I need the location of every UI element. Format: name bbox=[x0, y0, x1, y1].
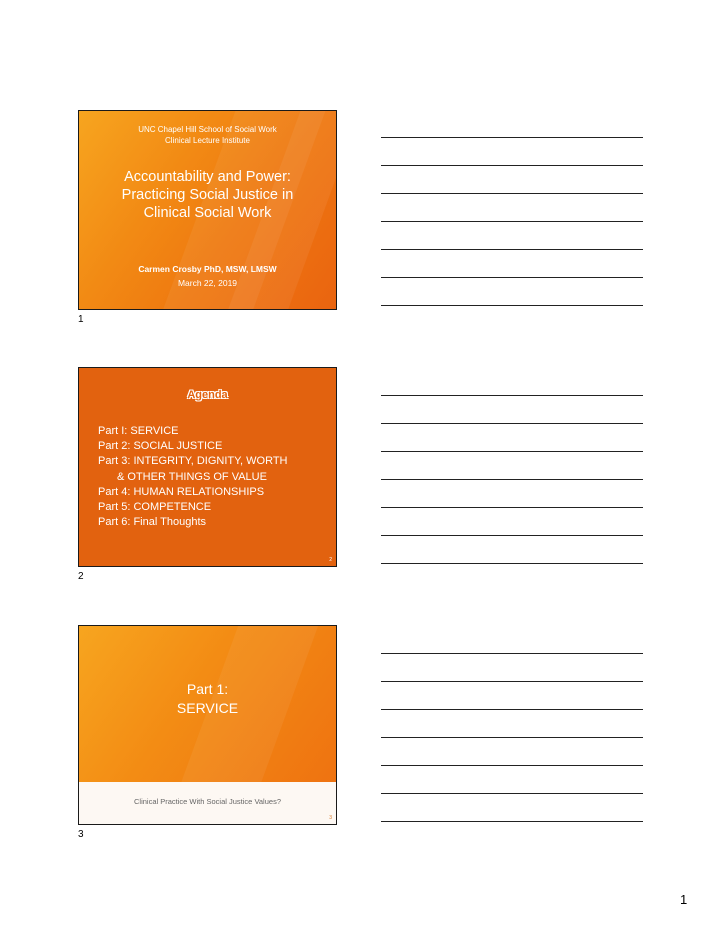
agenda-item: Part 4: HUMAN RELATIONSHIPS bbox=[98, 485, 265, 498]
notes-line bbox=[381, 653, 643, 654]
slide-3-thumbnail bbox=[78, 625, 337, 825]
slide-2-thumbnail bbox=[78, 367, 337, 567]
notes-line bbox=[381, 479, 643, 480]
notes-line bbox=[381, 451, 643, 452]
notes-line bbox=[381, 681, 643, 682]
notes-line bbox=[381, 305, 643, 306]
notes-line bbox=[381, 395, 643, 396]
notes-line bbox=[381, 423, 643, 424]
notes-line bbox=[381, 793, 643, 794]
notes-line bbox=[381, 193, 643, 194]
notes-line bbox=[381, 535, 643, 536]
slide-caption: Clinical Practice With Social Justice Values? bbox=[133, 797, 281, 806]
notes-line bbox=[381, 165, 643, 166]
notes-line bbox=[381, 137, 643, 138]
slide-label: 2 bbox=[78, 571, 84, 582]
notes-line bbox=[381, 709, 643, 710]
institution-name: UNC Chapel Hill School of Social Work Clinical Lecture Institute bbox=[138, 125, 277, 145]
agenda-item: Part 5: COMPETENCE bbox=[98, 501, 212, 514]
agenda-item: Part 6: Final Thoughts bbox=[98, 516, 207, 529]
page-number: 1 bbox=[680, 892, 688, 907]
author-name: Carmen Crosby PhD, MSW, LMSW bbox=[138, 264, 277, 274]
slide-1-thumbnail bbox=[78, 110, 337, 310]
slide-number: 3 bbox=[329, 815, 332, 821]
section-title: Part 1: SERVICE bbox=[176, 681, 239, 716]
presentation-date: March 22, 2019 bbox=[177, 278, 238, 288]
notes-line bbox=[381, 221, 643, 222]
notes-line bbox=[381, 249, 643, 250]
notes-line bbox=[381, 765, 643, 766]
slide-number: 2 bbox=[329, 557, 332, 563]
notes-line bbox=[381, 507, 643, 508]
agenda-item: Part I: SERVICE bbox=[98, 425, 179, 437]
notes-line bbox=[381, 821, 643, 822]
notes-line bbox=[381, 277, 643, 278]
slide-label: 3 bbox=[78, 829, 84, 840]
slide-label: 1 bbox=[78, 314, 84, 325]
slide-footer bbox=[79, 782, 336, 824]
notes-line bbox=[381, 563, 643, 564]
notes-line bbox=[381, 737, 643, 738]
presentation-title: Accountability and Power: Practicing Social Justice in Clinical Social Work bbox=[121, 169, 294, 221]
agenda-heading: Agenda bbox=[187, 389, 228, 401]
agenda-item: Part 2: SOCIAL JUSTICE bbox=[98, 440, 223, 453]
agenda-item: Part 3: INTEGRITY, DIGNITY, WORTH bbox=[98, 455, 288, 468]
agenda-item: & OTHER THINGS OF VALUE bbox=[117, 470, 267, 483]
agenda-list bbox=[98, 424, 287, 530]
